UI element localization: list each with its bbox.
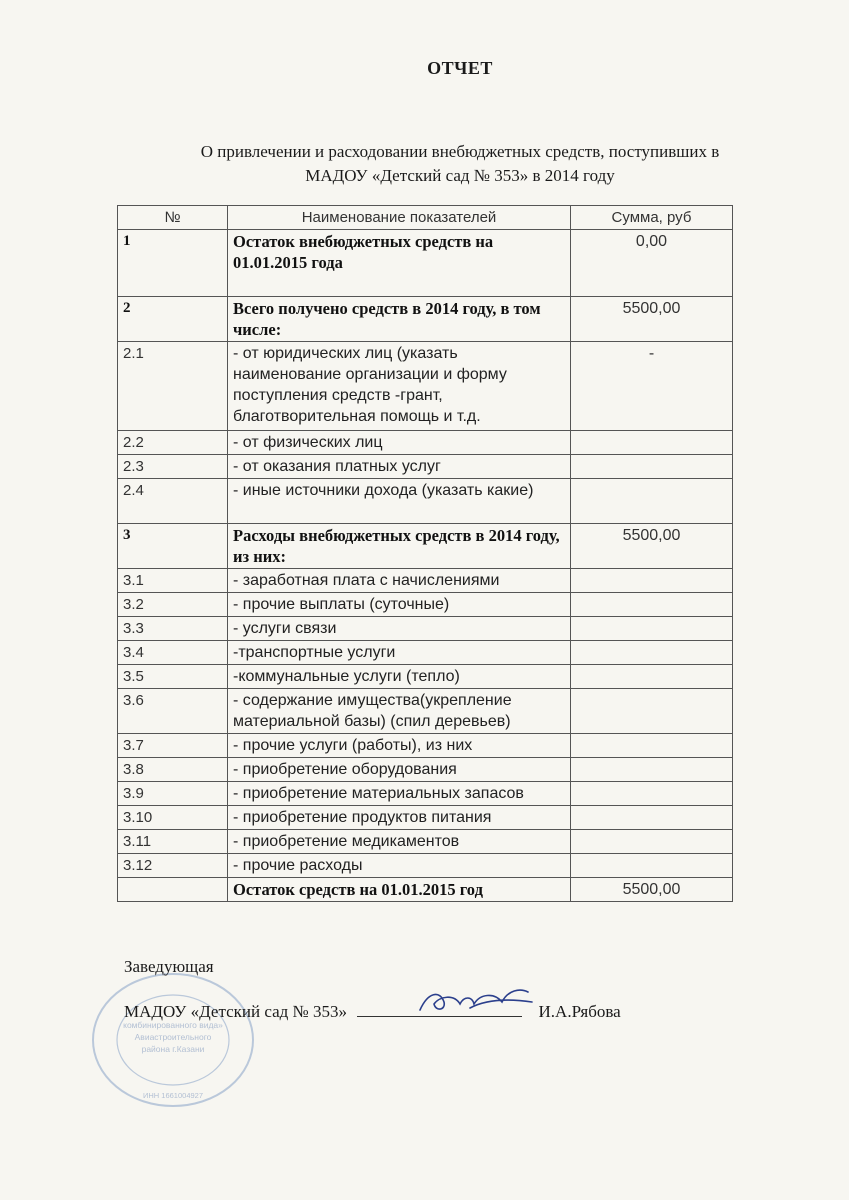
row-sum: 5500,00 — [571, 524, 733, 569]
report-table — [117, 205, 733, 902]
signature-line — [124, 1000, 621, 1022]
row-name: - приобретение продуктов питания — [228, 806, 571, 830]
row-sum — [571, 431, 733, 455]
signatory-name: И.А.Рябова — [538, 1002, 621, 1021]
stamp-line: ИНН 1661004927 — [142, 1091, 204, 1100]
signatory-position: Заведующая — [124, 957, 214, 976]
row-name: Остаток средств на 01.01.2015 год — [228, 878, 571, 902]
table-row — [118, 665, 733, 689]
table-row — [118, 734, 733, 758]
row-number: 3.5 — [118, 665, 228, 689]
row-number: 3.12 — [118, 854, 228, 878]
row-name: Остаток внебюджетных средств на 01.01.2015 года — [228, 230, 571, 297]
table-row — [118, 782, 733, 806]
table-row — [118, 854, 733, 878]
row-sum: 5500,00 — [571, 297, 733, 342]
table-row — [118, 455, 733, 479]
table-row — [118, 297, 733, 342]
row-sum — [571, 641, 733, 665]
row-number: 3.4 — [118, 641, 228, 665]
row-sum: 0,00 — [571, 230, 733, 297]
row-sum — [571, 455, 733, 479]
row-name: - услуги связи — [228, 617, 571, 641]
row-sum — [571, 665, 733, 689]
row-name: -коммунальные услуги (тепло) — [228, 665, 571, 689]
row-number: 3.7 — [118, 734, 228, 758]
row-number: 1 — [118, 230, 228, 297]
row-number: 2.4 — [118, 479, 228, 524]
row-number: 2.2 — [118, 431, 228, 455]
row-name: - приобретение оборудования — [228, 758, 571, 782]
table-row — [118, 479, 733, 524]
row-number: 3.6 — [118, 689, 228, 734]
row-name: - приобретение медикаментов — [228, 830, 571, 854]
table-row — [118, 758, 733, 782]
row-number: 2 — [118, 297, 228, 342]
subtitle-line-2: МАДОУ «Детский сад № 353» в 2014 году — [305, 166, 615, 185]
row-sum — [571, 854, 733, 878]
row-number: 3 — [118, 524, 228, 569]
row-name: -транспортные услуги — [228, 641, 571, 665]
row-sum — [571, 689, 733, 734]
row-sum — [571, 479, 733, 524]
row-name: - от оказания платных услуг — [228, 455, 571, 479]
row-number: 3.9 — [118, 782, 228, 806]
row-name: - содержание имущества(укрепление материальной базы) (спил деревьев) — [228, 689, 571, 734]
row-sum — [571, 758, 733, 782]
table-header-row — [118, 206, 733, 230]
table-row — [118, 806, 733, 830]
row-sum — [571, 569, 733, 593]
row-name: Всего получено средств в 2014 году, в том числе: — [228, 297, 571, 342]
row-sum: - — [571, 342, 733, 431]
row-sum — [571, 617, 733, 641]
row-number: 3.11 — [118, 830, 228, 854]
row-sum — [571, 593, 733, 617]
row-name: - от юридических лиц (указать наименование организации и форму поступления средств -грант, благотворительная помощь и т.д. — [228, 342, 571, 431]
row-sum — [571, 830, 733, 854]
row-sum: 5500,00 — [571, 878, 733, 902]
row-name: - приобретение материальных запасов — [228, 782, 571, 806]
table-row — [118, 431, 733, 455]
row-name: - от физических лиц — [228, 431, 571, 455]
signatory-organization: МАДОУ «Детский сад № 353» — [124, 1002, 348, 1021]
row-name: - иные источники дохода (указать какие) — [228, 479, 571, 524]
subtitle-line-1: О привлечении и расходовании внебюджетных средств, поступивших в — [200, 142, 720, 161]
table-row — [118, 617, 733, 641]
row-sum — [571, 734, 733, 758]
row-name: - прочие выплаты (суточные) — [228, 593, 571, 617]
row-number: 3.2 — [118, 593, 228, 617]
handwritten-signature — [410, 982, 540, 1022]
row-sum — [571, 806, 733, 830]
row-name: - прочие услуги (работы), из них — [228, 734, 571, 758]
document-subtitle — [140, 140, 780, 188]
table-row — [118, 641, 733, 665]
table-row — [118, 524, 733, 569]
table-row — [118, 830, 733, 854]
table-row — [118, 593, 733, 617]
row-number — [118, 878, 228, 902]
official-stamp — [88, 970, 258, 1110]
document-title: ОТЧЕТ — [427, 58, 493, 78]
column-header-number: № — [118, 206, 228, 230]
table-row — [118, 342, 733, 431]
row-number: 3.3 — [118, 617, 228, 641]
stamp-line: района г.Казани — [141, 1044, 205, 1054]
row-number: 2.3 — [118, 455, 228, 479]
stamp-line: комбинированного вида» — [123, 1020, 223, 1030]
row-number: 2.1 — [118, 342, 228, 431]
table-row-total — [118, 878, 733, 902]
row-name: - прочие расходы — [228, 854, 571, 878]
table-row — [118, 689, 733, 734]
column-header-sum: Сумма, руб — [571, 206, 733, 230]
row-sum — [571, 782, 733, 806]
table-row — [118, 230, 733, 297]
column-header-name: Наименование показателей — [228, 206, 571, 230]
table-row — [118, 569, 733, 593]
row-name: - заработная плата с начислениями — [228, 569, 571, 593]
row-name: Расходы внебюджетных средств в 2014 году, из них: — [228, 524, 571, 569]
stamp-line: Авиастроительного — [134, 1032, 212, 1042]
row-number: 3.1 — [118, 569, 228, 593]
row-number: 3.10 — [118, 806, 228, 830]
row-number: 3.8 — [118, 758, 228, 782]
